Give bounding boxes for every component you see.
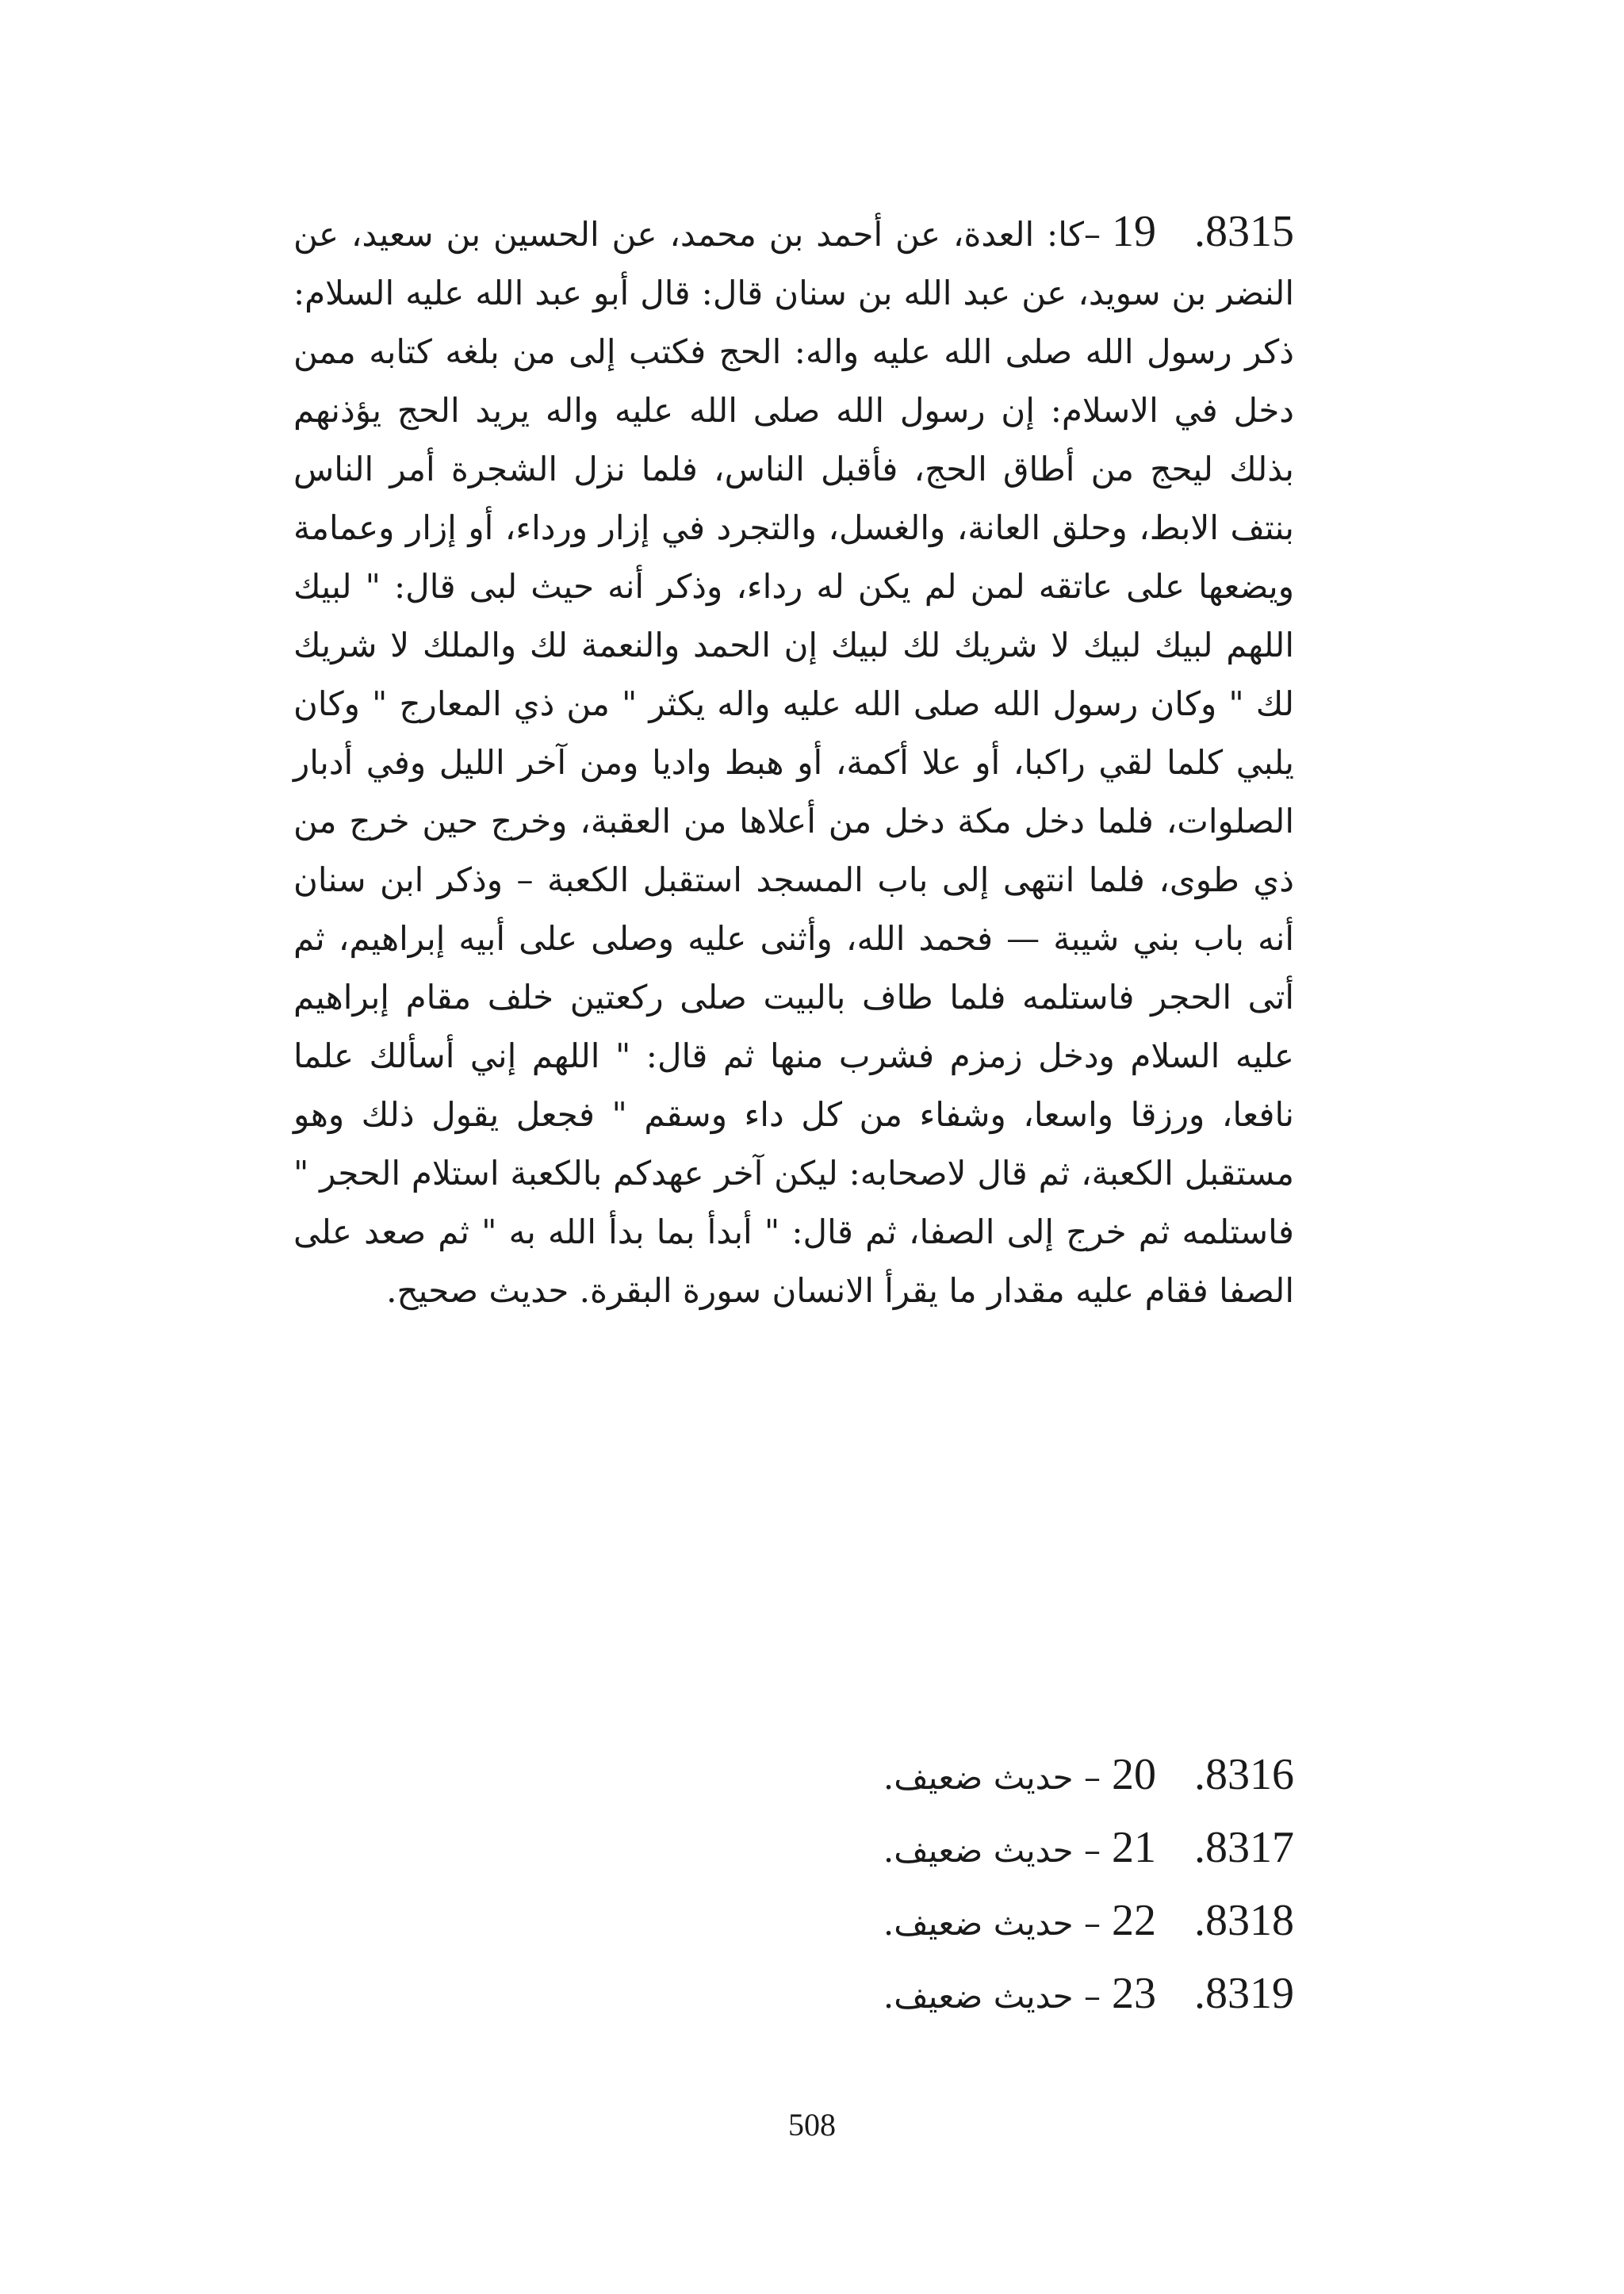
short-entries-list [293,1738,1294,2030]
hadith-global-number: .8316 [1194,1750,1294,1799]
hadith-grading: – حديث ضعيف. [883,1758,1101,1797]
hadith-entry-8317 [293,1811,1294,1884]
hadith-global-number: .8319 [1194,1969,1294,2018]
hadith-text: –كا: العدة، عن أحمد بن محمد، عن الحسين بن سعيد، عن النضر بن سويد، عن عبد الله بن سنان قال: قال أبو عبد الله عليه السلام: ذكر رسول الله صلى الله عليه واله: الحج فكتب إلى من بلغه كتابه ممن دخل في الاسلام: إن رسول الله صلى الله عليه واله يريد الحج يؤذنهم بذلك ليحج من أطاق الحج، فأقبل الناس، فلما نزل الشجرة أمر الناس بنتف الابط، وحلق العانة، والغسل، والتجرد في إزار ورداء، أو إزار وعمامة ويضعها على عاتقه لمن لم يكن له رداء، وذكر أنه حيث لبى قال: " لبيك اللهم لبيك لبيك لا شريك لك لبيك إن الحمد والنعمة لك والملك لا شريك لك " وكان رسول الله صلى الله عليه واله يكثر " من ذي المعارج " وكان يلبي كلما لقي راكبا، أو علا أكمة، أو هبط واديا ومن آخر الليل وفي أدبار الصلوات، فلما دخل مكة دخل من أعلاها من العقبة، وخرج حين خرج من ذي طوى، فلما انتهى إلى باب المسجد استقبل الكعبة – وذكر ابن سنان أنه باب بني شيبة — فحمد الله، وأثنى عليه وصلى على أبيه إبراهيم، ثم أتى الحجر فاستلمه فلما طاف بالبيت صلى ركعتين خلف مقام إبراهيم عليه السلام ودخل زمزم فشرب منها ثم قال: " اللهم إني أسألك علما نافعا، ورزقا واسعا، وشفاء من كل داء وسقم " فجعل يقول ذلك وهو مستقبل الكعبة، ثم قال لاصحابه: ليكن آخر عهدكم بالكعبة استلام الحجر " فاستلمه ثم خرج إلى الصفا، ثم قال: " أبدأ بما بدأ الله به " ثم صعد على الصفا فقام عليه مقدار ما يقرأ الانسان سورة البقرة. حديث صحيح. [293,215,1294,1310]
hadith-local-number: 20 [1112,1750,1156,1799]
page-number: 508 [788,2107,836,2143]
hadith-entry-8318 [293,1884,1294,1957]
hadith-local-number: 23 [1112,1969,1156,2018]
hadith-grading: – حديث ضعيف. [883,1831,1101,1870]
hadith-local-number: 21 [1112,1823,1156,1872]
hadith-grading: – حديث ضعيف. [883,1904,1101,1943]
hadith-local-number: 19 [1112,207,1156,256]
hadith-grading: – حديث ضعيف. [883,1977,1101,2016]
hadith-global-number: .8318 [1194,1896,1294,1945]
hadith-entry-8315 [293,202,1294,1320]
hadith-global-number: .8317 [1194,1823,1294,1872]
hadith-entry-8316 [293,1738,1294,1811]
hadith-local-number: 22 [1112,1896,1156,1945]
hadith-global-number: .8315 [1194,207,1294,256]
hadith-entry-8319 [293,1957,1294,2030]
